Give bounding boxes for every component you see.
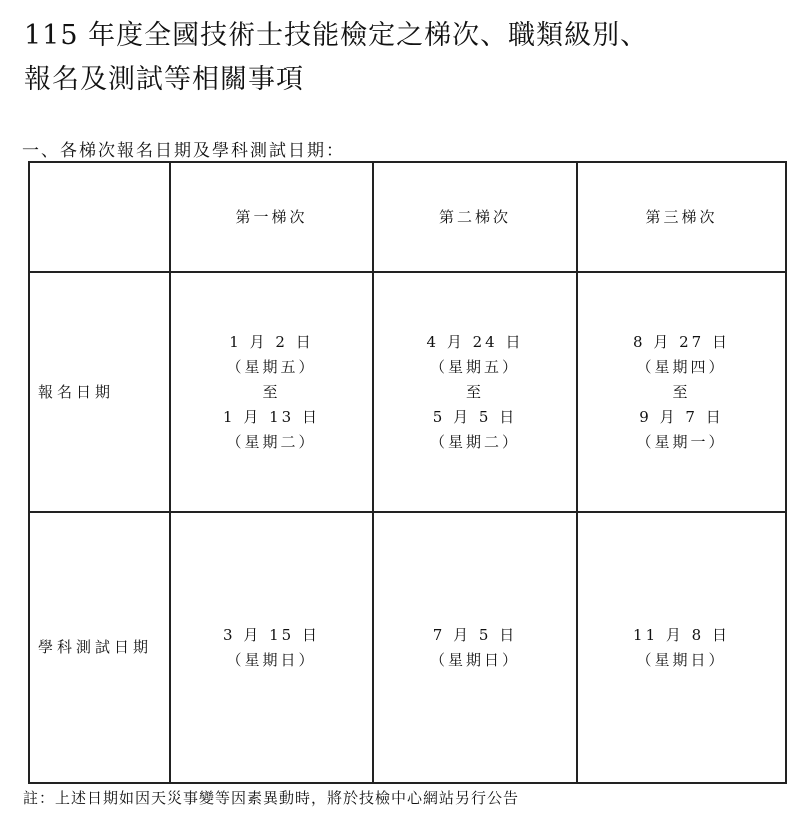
column-header-batch-2: 第二梯次: [373, 162, 577, 272]
written-test-cell-batch-1: [170, 512, 373, 783]
registration-end-weekday: （星期一）: [636, 432, 727, 451]
registration-end-date: 5 月 5 日: [432, 407, 518, 426]
registration-cell-batch-1: [170, 272, 373, 512]
column-header-batch-1: 第一梯次: [170, 162, 373, 272]
written-test-date: 3 月 15 日: [223, 625, 320, 644]
registration-to: 至: [465, 382, 484, 401]
written-test-date: 7 月 5 日: [432, 625, 518, 644]
table-row-written-test: [29, 512, 786, 783]
page-title-line-2: 報名及測試等相關事項: [24, 64, 304, 95]
registration-cell-batch-3: [577, 272, 786, 512]
schedule-table: [28, 161, 787, 784]
registration-start-weekday: （星期五）: [429, 357, 520, 376]
registration-start-date: 8 月 27 日: [633, 332, 730, 351]
column-header-batch-3: 第三梯次: [577, 162, 786, 272]
footnote: 註：上述日期如因天災事變等因素異動時，將於技檢中心網站另行公告: [23, 789, 520, 807]
written-test-weekday: （星期日）: [226, 650, 317, 669]
registration-start-weekday: （星期五）: [226, 357, 317, 376]
table-row-registration: [29, 272, 786, 512]
registration-end-date: 1 月 13 日: [223, 407, 320, 426]
registration-start-date: 1 月 2 日: [229, 332, 314, 351]
row-label-written-test: 學科測試日期: [29, 512, 170, 783]
page-title-line-1: 115 年度全國技術士技能檢定之梯次、職類級別、: [24, 20, 649, 51]
written-test-cell-batch-3: [577, 512, 786, 783]
table-corner-cell: [29, 162, 170, 272]
written-test-weekday: （星期日）: [429, 650, 520, 669]
registration-to: 至: [672, 382, 691, 401]
written-test-cell-batch-2: [373, 512, 577, 783]
registration-start-date: 4 月 24 日: [426, 332, 524, 351]
table-header-row: [29, 162, 786, 272]
registration-cell-batch-2: [373, 272, 577, 512]
section-heading: 一、各梯次報名日期及學科測試日期：: [22, 141, 345, 161]
row-label-registration: 報名日期: [29, 272, 170, 512]
page-title: [24, 14, 794, 102]
registration-end-date: 9 月 7 日: [639, 407, 724, 426]
registration-to: 至: [262, 382, 281, 401]
registration-end-weekday: （星期二）: [226, 432, 317, 451]
written-test-weekday: （星期日）: [636, 650, 727, 669]
written-test-date: 11 月 8 日: [633, 625, 730, 644]
registration-end-weekday: （星期二）: [429, 432, 520, 451]
registration-start-weekday: （星期四）: [636, 357, 727, 376]
